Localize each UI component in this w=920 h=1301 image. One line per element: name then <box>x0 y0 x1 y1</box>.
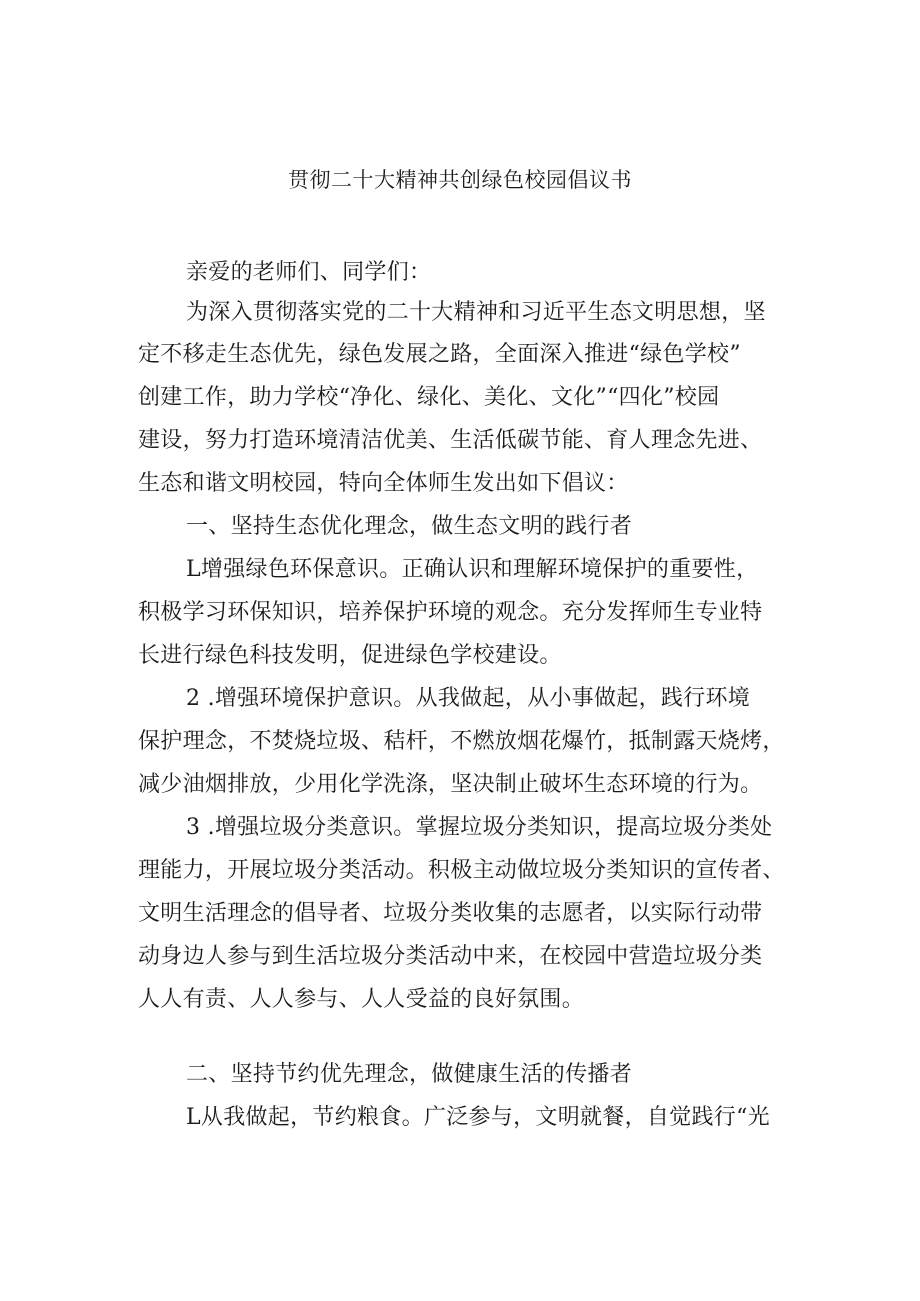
paragraph-line: L增强绿色环保意识。正确认识和理解环境保护的重要性， <box>186 557 759 582</box>
paragraph-line: 文明生活理念的倡导者、垃圾分类收集的志愿者，以实际行动带 <box>138 901 763 926</box>
section-heading: 一、坚持生态优化理念，做生态文明的践行者 <box>186 514 633 539</box>
paragraph-line: L从我做起，节约粮食。广泛参与，文明就餐，自觉践行“光 <box>186 1105 770 1130</box>
paragraph-line: 定不移走生态优先，绿色发展之路，全面深入推进“绿色学校” <box>138 342 741 367</box>
paragraph-line: 理能力，开展垃圾分类活动。积极主动做垃圾分类知识的宣传者、 <box>138 858 785 883</box>
section-heading: 二、坚持节约优先理念，做健康生活的传播者 <box>186 1062 633 1087</box>
paragraph-line: 减少油烟排放，少用化学洗涤，坚决制止破坏生态环境的行为。 <box>138 772 763 797</box>
paragraph-line: 为深入贯彻落实党的二十大精神和习近平生态文明思想，坚 <box>186 300 766 325</box>
paragraph-line: 积极学习环保知识，培养保护环境的观念。充分发挥师生专业特 <box>138 600 763 625</box>
paragraph-line: 2 .增强环境保护意识。从我做起，从小事做起，践行环境 <box>186 686 751 711</box>
paragraph-line: 3 .增强垃圾分类意识。掌握垃圾分类知识，提高垃圾分类处 <box>186 815 773 840</box>
paragraph-line: 创建工作，助力学校“净化、绿化、美化、文化”“四化”校园 <box>138 385 720 410</box>
document-title: 贯彻二十大精神共创绿色校园倡议书 <box>288 168 632 192</box>
paragraph-line: 保护理念，不焚烧垃圾、秸杆，不燃放烟花爆竹，抵制露天烧烤， <box>138 729 785 754</box>
paragraph-line: 建设，努力打造环境清洁优美、生活低碳节能、育人理念先进、 <box>138 428 763 453</box>
paragraph-line: 生态和谐文明校园，特向全体师生发出如下倡议： <box>138 471 629 496</box>
paragraph-line: 动身边人参与到生活垃圾分类活动中来，在校园中营造垃圾分类 <box>138 944 763 969</box>
paragraph-line: 人人有责、人人参与、人人受益的良好氛围。 <box>138 987 585 1012</box>
salutation: 亲爱的老师们、同学们： <box>186 260 432 285</box>
paragraph-line: 长进行绿色科技发明，促进绿色学校建设。 <box>138 643 562 668</box>
